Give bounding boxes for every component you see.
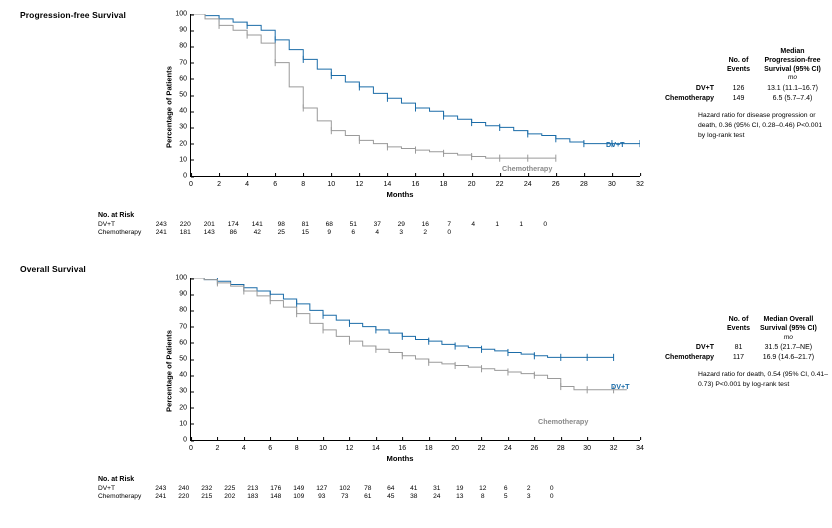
x-tick-os: 34 — [636, 440, 644, 452]
stats-unit-spacer2 — [722, 74, 755, 84]
stats-table-pfs — [660, 48, 830, 103]
risk-cell: 202 — [224, 493, 236, 500]
risk-cell: 68 — [325, 221, 333, 228]
risk-cell: 241 — [155, 229, 167, 236]
stats-header-events-line2: Events — [727, 65, 750, 73]
stats-unit-spacer — [660, 74, 722, 84]
y-tick-os: 20 — [179, 404, 191, 411]
risk-cell: 183 — [247, 493, 259, 500]
risk-cell: 93 — [318, 493, 326, 500]
risk-cell: 232 — [201, 485, 213, 492]
risk-row-name: Chemotherapy — [98, 493, 142, 500]
stats-unit-spacer2 — [722, 334, 755, 344]
risk-cell: 149 — [293, 485, 305, 492]
risk-cell: 174 — [227, 221, 239, 228]
stats-row-label: DV+T — [695, 344, 715, 352]
stats-header-events-line2: Events — [727, 324, 750, 332]
risk-cell: 2 — [526, 485, 531, 492]
x-tick-os: 0 — [189, 440, 193, 452]
risk-cell: 0 — [543, 221, 548, 228]
stats-header-median-line1: Median Progression-free — [764, 48, 821, 64]
risk-cell: 243 — [155, 485, 167, 492]
stats-header-events-os — [722, 316, 755, 334]
y-tick-os: 50 — [179, 356, 191, 363]
risk-cell: 98 — [277, 221, 285, 228]
x-tick-pfs: 22 — [496, 176, 504, 188]
hazard-ratio-note-pfs: Hazard ratio for disease progression or death, 0.36 (95% CI, 0.28–0.46) P<0.001 by log-rank test — [698, 112, 823, 139]
stats-header-median-line2: Survival (95% CI) — [764, 65, 821, 73]
risk-cell: 1 — [519, 221, 524, 228]
panel-progression-free-survival — [0, 0, 832, 258]
y-tick-pfs: 20 — [179, 140, 191, 147]
x-tick-os: 22 — [478, 440, 486, 452]
x-tick-pfs: 32 — [636, 176, 644, 188]
x-tick-os: 4 — [242, 440, 246, 452]
y-tick-pfs: 60 — [179, 75, 191, 82]
risk-cell: 15 — [301, 229, 309, 236]
x-tick-pfs: 2 — [217, 176, 221, 188]
stats-corner — [660, 316, 722, 334]
risk-cell — [533, 229, 557, 237]
risk-cell: 2 — [423, 229, 428, 236]
stats-row-label: DV+T — [695, 85, 715, 93]
x-tick-pfs: 12 — [355, 176, 363, 188]
km-curves-pfs — [191, 14, 640, 176]
km-curve-dv-t — [191, 14, 640, 144]
hazard-ratio-note-os: Hazard ratio for death, 0.54 (95% CI, 0.41–0.73) P<0.001 by log-rank test — [698, 371, 828, 389]
risk-cell: 220 — [179, 221, 191, 228]
x-tick-os: 18 — [425, 440, 433, 452]
x-tick-pfs: 24 — [524, 176, 532, 188]
y-tick-os: 100 — [175, 275, 191, 282]
risk-cell: 78 — [364, 485, 372, 492]
risk-cell: 215 — [201, 493, 213, 500]
table-row — [660, 353, 822, 362]
y-axis-label-pfs: Percentage of Patients — [164, 65, 174, 148]
table-row — [98, 485, 563, 493]
risk-cell: 0 — [549, 485, 554, 492]
table-row — [660, 316, 822, 334]
x-tick-os: 8 — [295, 440, 299, 452]
risk-cell: 7 — [447, 221, 452, 228]
x-tick-pfs: 18 — [440, 176, 448, 188]
x-tick-pfs: 0 — [189, 176, 193, 188]
y-axis-label-os: Percentage of Patients — [164, 329, 174, 412]
table-row — [660, 334, 822, 344]
risk-cell: 42 — [253, 229, 261, 236]
km-curves-os — [191, 278, 640, 440]
risk-row-name: Chemotherapy — [98, 229, 142, 236]
risk-cell: 1 — [495, 221, 500, 228]
risk-cell: 37 — [373, 221, 381, 228]
y-tick-pfs: 100 — [175, 11, 191, 18]
x-tick-pfs: 16 — [412, 176, 420, 188]
risk-cell: 73 — [341, 493, 349, 500]
panel-title-pfs: Progression-free Survival — [20, 10, 126, 20]
risk-cell: 6 — [351, 229, 356, 236]
y-tick-pfs: 50 — [179, 92, 191, 99]
risk-cell: 25 — [277, 229, 285, 236]
y-tick-pfs: 70 — [179, 59, 191, 66]
risk-cell: 0 — [447, 229, 452, 236]
risk-table-os — [98, 476, 563, 501]
risk-row-name: DV+T — [98, 221, 116, 228]
risk-cell: 127 — [316, 485, 328, 492]
x-tick-pfs: 20 — [468, 176, 476, 188]
km-curve-chemotherapy — [191, 278, 627, 390]
table-row — [660, 343, 822, 352]
risk-cell: 64 — [387, 485, 395, 492]
stats-header-median-line1: Median Overall — [763, 316, 814, 323]
y-tick-os: 40 — [179, 372, 191, 379]
y-tick-pfs: 40 — [179, 108, 191, 115]
risk-cell: 102 — [339, 485, 351, 492]
stats-row-label: Chemotherapy — [665, 94, 715, 102]
x-tick-os: 14 — [372, 440, 380, 452]
risk-cell: 38 — [410, 493, 418, 500]
risk-cell: 176 — [270, 485, 282, 492]
stats-row-median: 16.9 (14.6–21.7) — [762, 353, 815, 361]
x-tick-os: 16 — [398, 440, 406, 452]
x-axis-label-os: Months — [386, 454, 414, 463]
stats-row-median: 31.5 (21.7–NE) — [764, 344, 813, 352]
y-tick-os: 70 — [179, 323, 191, 330]
risk-cell: 86 — [229, 229, 237, 236]
x-tick-pfs: 4 — [245, 176, 249, 188]
stats-row-events: 126 — [732, 85, 745, 93]
km-curve-dv-t — [191, 278, 614, 357]
risk-cell: 148 — [270, 493, 282, 500]
risk-cell: 213 — [247, 485, 259, 492]
y-tick-pfs: 0 — [183, 173, 191, 180]
table-row — [98, 221, 557, 229]
risk-cell: 6 — [503, 485, 508, 492]
y-tick-os: 90 — [179, 291, 191, 298]
risk-cell: 16 — [421, 221, 429, 228]
x-tick-pfs: 8 — [301, 176, 305, 188]
x-tick-os: 26 — [530, 440, 538, 452]
table-row — [660, 94, 830, 103]
stats-row-events: 81 — [734, 344, 743, 352]
risk-cell: 240 — [178, 485, 190, 492]
x-tick-pfs: 28 — [580, 176, 588, 188]
risk-cell — [461, 229, 485, 237]
x-tick-pfs: 14 — [384, 176, 392, 188]
risk-cell: 81 — [301, 221, 309, 228]
risk-cell: 9 — [327, 229, 332, 236]
panel-overall-survival — [0, 258, 832, 528]
risk-cell: 143 — [203, 229, 215, 236]
risk-cell: 220 — [178, 493, 190, 500]
x-tick-os: 24 — [504, 440, 512, 452]
table-row — [660, 48, 830, 74]
risk-cell: 13 — [456, 493, 464, 500]
x-tick-os: 10 — [319, 440, 327, 452]
y-tick-pfs: 80 — [179, 43, 191, 50]
table-row — [660, 74, 830, 84]
risk-cell: 29 — [397, 221, 405, 228]
x-tick-os: 28 — [557, 440, 565, 452]
risk-cell: 31 — [433, 485, 441, 492]
curve-label-dvt-os: DV+T — [611, 382, 630, 391]
risk-cell: 241 — [155, 493, 167, 500]
risk-cell: 243 — [155, 221, 167, 228]
risk-cell: 225 — [224, 485, 236, 492]
risk-cell: 4 — [375, 229, 380, 236]
risk-cell: 0 — [549, 493, 554, 500]
risk-cell: 51 — [349, 221, 357, 228]
risk-table-grid-pfs — [98, 221, 557, 237]
y-tick-pfs: 10 — [179, 156, 191, 163]
stats-header-median-os — [755, 316, 822, 334]
x-tick-os: 32 — [610, 440, 618, 452]
axes-pfs — [175, 10, 644, 188]
stats-header-median-line2: Survival (95% CI) — [759, 324, 817, 332]
stats-row-label: Chemotherapy — [665, 353, 715, 361]
risk-cell: 141 — [251, 221, 263, 228]
risk-cell: 5 — [503, 493, 508, 500]
curve-label-chemo-pfs: Chemotherapy — [502, 164, 553, 173]
plot-progression-free-survival — [150, 10, 650, 199]
stats-row-events: 117 — [732, 353, 745, 361]
stats-header-events-line1: No. of — [728, 316, 749, 323]
curve-label-dvt-pfs: DV+T — [606, 140, 625, 149]
risk-cell: 12 — [479, 485, 487, 492]
risk-cell: 61 — [364, 493, 372, 500]
risk-cell: 3 — [399, 229, 404, 236]
stats-row-median: 6.5 (5.7–7.4) — [772, 94, 813, 102]
risk-cell: 41 — [410, 485, 418, 492]
stats-table-os — [660, 316, 822, 362]
stats-row-median: 13.1 (11.1–16.7) — [767, 85, 818, 93]
curve-label-chemo-os: Chemotherapy — [538, 417, 589, 426]
stats-row-events: 149 — [732, 94, 745, 102]
stats-block-pfs — [660, 48, 830, 141]
risk-cell: 4 — [471, 221, 476, 228]
y-tick-pfs: 90 — [179, 27, 191, 34]
x-tick-os: 2 — [215, 440, 219, 452]
risk-cell — [485, 229, 509, 237]
risk-cell — [509, 229, 533, 237]
table-row — [98, 493, 563, 501]
stats-header-median-pfs — [755, 48, 830, 74]
risk-cell: 19 — [456, 485, 464, 492]
km-curve-chemotherapy — [191, 14, 556, 158]
y-tick-os: 80 — [179, 307, 191, 314]
stats-block-os — [660, 316, 830, 390]
risk-cell: 8 — [480, 493, 485, 500]
stats-unit-os: mo — [783, 333, 793, 341]
y-tick-os: 10 — [179, 420, 191, 427]
stats-unit-spacer — [660, 334, 722, 344]
panel-title-os: Overall Survival — [20, 264, 86, 274]
y-tick-pfs: 30 — [179, 124, 191, 131]
x-tick-os: 20 — [451, 440, 459, 452]
stats-corner — [660, 48, 722, 74]
table-row — [660, 84, 830, 93]
risk-cell: 3 — [526, 493, 531, 500]
y-tick-os: 30 — [179, 388, 191, 395]
table-row — [98, 229, 557, 237]
y-tick-os: 0 — [183, 437, 191, 444]
stats-header-events-line1: No. of — [728, 56, 749, 64]
risk-row-name: DV+T — [98, 485, 116, 492]
x-axis-label-pfs: Months — [386, 190, 414, 199]
risk-table-pfs — [98, 212, 557, 237]
risk-cell: 201 — [203, 221, 215, 228]
x-tick-pfs: 30 — [608, 176, 616, 188]
risk-cell: 109 — [293, 493, 305, 500]
y-tick-os: 60 — [179, 339, 191, 346]
stats-unit-pfs: mo — [787, 74, 798, 82]
x-tick-pfs: 10 — [327, 176, 335, 188]
risk-table-title-os: No. at Risk — [98, 476, 135, 483]
risk-cell: 181 — [179, 229, 191, 236]
x-tick-pfs: 6 — [273, 176, 277, 188]
risk-cell: 24 — [433, 493, 441, 500]
risk-cell: 45 — [387, 493, 395, 500]
risk-table-title-pfs: No. at Risk — [98, 212, 135, 219]
x-tick-os: 6 — [268, 440, 272, 452]
x-tick-pfs: 26 — [552, 176, 560, 188]
x-tick-os: 12 — [346, 440, 354, 452]
stats-header-events-pfs — [722, 48, 755, 74]
plot-overall-survival — [150, 274, 650, 463]
x-tick-os: 30 — [583, 440, 591, 452]
risk-table-grid-os — [98, 485, 563, 501]
